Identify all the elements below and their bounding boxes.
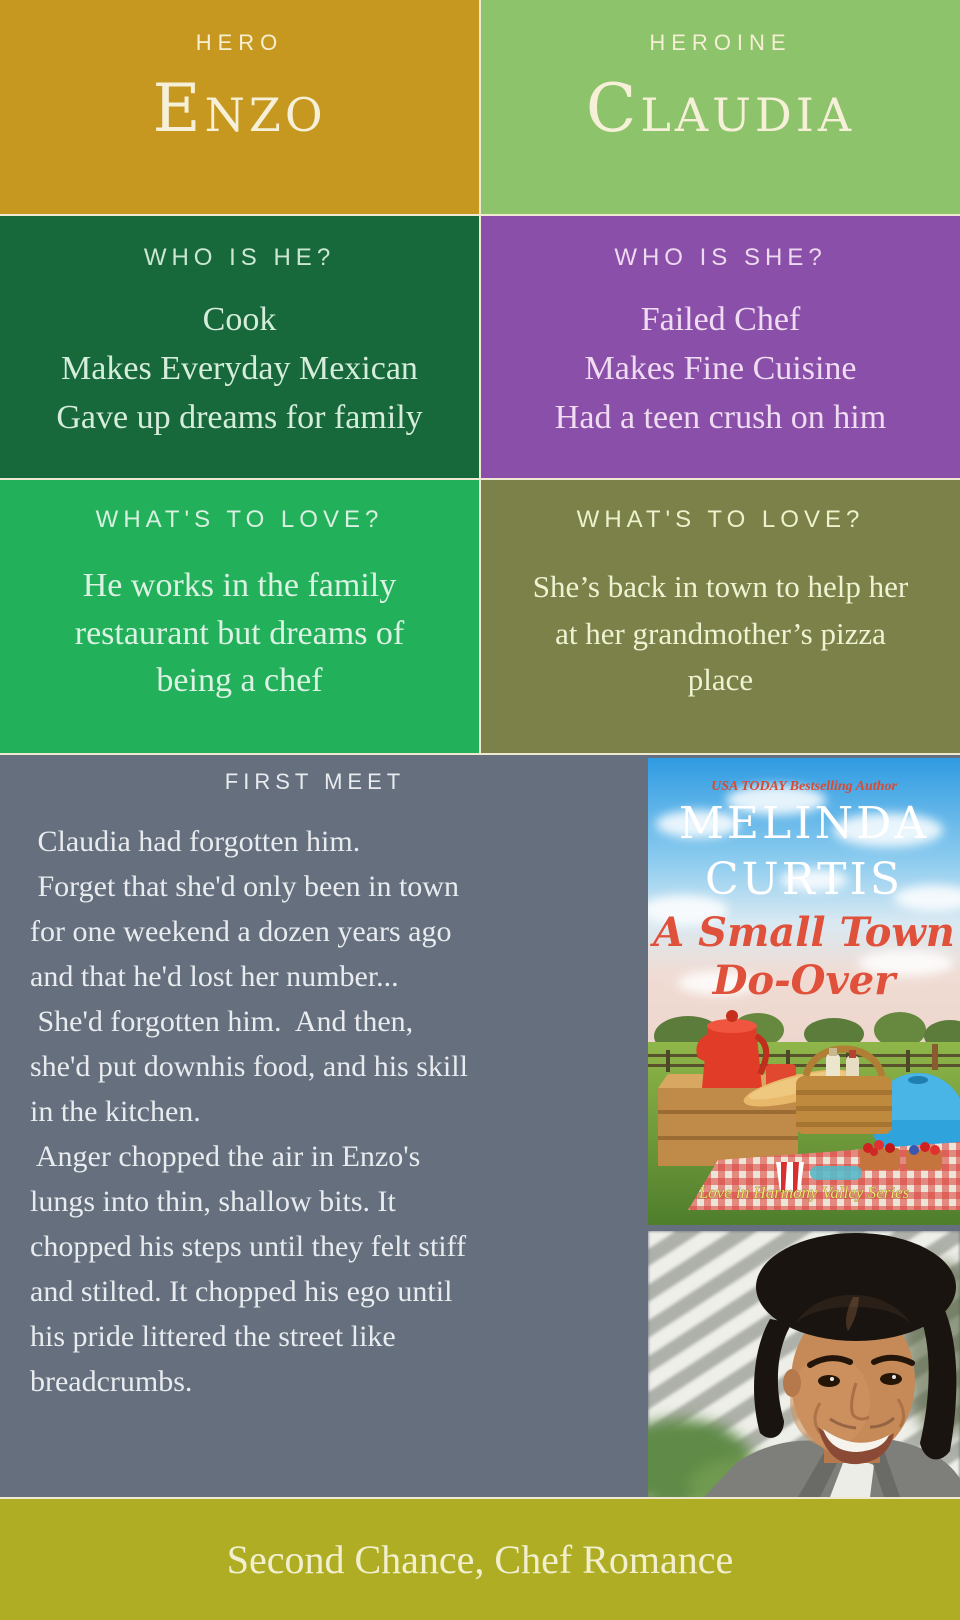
first-meet-line: Anger chopped the air in Enzo's bbox=[30, 1140, 421, 1173]
first-meet-line: lungs into thin, shallow bits. It bbox=[30, 1185, 396, 1218]
first-meet-line: chopped his steps until they felt stiff bbox=[30, 1230, 467, 1263]
who-is-he-panel bbox=[0, 216, 479, 478]
first-meet-line: and that he'd lost her number... bbox=[30, 960, 399, 993]
cover-author-first-name: MELINDA bbox=[678, 798, 930, 849]
book-cover-image bbox=[648, 758, 960, 1225]
who-is-he-line: Makes Everyday Mexican bbox=[61, 349, 418, 387]
whats-to-love-heroine-label: WHAT'S TO LOVE? bbox=[576, 506, 865, 533]
whats-to-love-hero-panel bbox=[0, 480, 479, 753]
cover-author-last-name: CURTIS bbox=[705, 854, 903, 905]
who-is-she-line: Failed Chef bbox=[640, 301, 801, 338]
media-column bbox=[648, 758, 960, 1497]
heroine-name: Claudia bbox=[585, 70, 856, 147]
whats-to-love-heroine-text bbox=[533, 564, 908, 704]
first-meet-label: FIRST MEET bbox=[224, 769, 406, 794]
first-meet-text bbox=[30, 819, 630, 1404]
who-is-she-text bbox=[555, 296, 886, 443]
whats-to-love-hero-line: restaurant but dreams of bbox=[74, 614, 405, 652]
cover-title-line2: Do-Over bbox=[712, 957, 896, 1004]
first-meet-line: and stilted. It chopped his ego until bbox=[30, 1275, 453, 1308]
whats-to-love-heroine-panel bbox=[481, 480, 960, 753]
heroine-panel bbox=[481, 0, 960, 214]
footer-tagline-bar bbox=[0, 1499, 960, 1620]
cover-series-name: Love in Harmony Valley Series bbox=[698, 1183, 910, 1202]
heroine-label: HEROINE bbox=[649, 30, 792, 55]
who-is-he-line: Gave up dreams for family bbox=[56, 398, 423, 436]
first-meet-excerpt bbox=[0, 755, 630, 1404]
whats-to-love-heroine-line: She’s back in town to help her bbox=[532, 569, 909, 604]
who-is-he-line: Cook bbox=[202, 301, 277, 338]
whats-to-love-hero-line: being a chef bbox=[156, 662, 323, 700]
footer-tagline: Second Chance, Chef Romance bbox=[226, 1537, 734, 1582]
who-is-he-label: WHO IS HE? bbox=[143, 244, 336, 271]
whats-to-love-heroine-line: place bbox=[687, 662, 754, 697]
who-is-she-panel bbox=[481, 216, 960, 478]
who-is-she-line: Makes Fine Cuisine bbox=[584, 349, 857, 387]
first-meet-line: Forget that she'd only been in town bbox=[30, 870, 459, 903]
first-meet-line: for one weekend a dozen years ago bbox=[30, 915, 452, 948]
whats-to-love-heroine-line: at her grandmother’s pizza bbox=[555, 615, 886, 651]
who-is-she-line: Had a teen crush on him bbox=[554, 398, 887, 436]
who-is-he-text bbox=[56, 296, 422, 443]
first-meet-panel bbox=[0, 755, 960, 1497]
first-meet-line: she'd put downhis food, and his skill bbox=[30, 1050, 468, 1083]
first-meet-line: She'd forgotten him. And then, bbox=[30, 1005, 414, 1038]
first-meet-line: his pride littered the street like bbox=[30, 1320, 396, 1353]
hero-name: Enzo bbox=[152, 70, 327, 147]
whats-to-love-hero-line: He works in the family bbox=[82, 567, 397, 604]
hero-panel bbox=[0, 0, 479, 214]
first-meet-line: Claudia had forgotten him. bbox=[30, 825, 361, 858]
first-meet-line: breadcrumbs. bbox=[30, 1365, 193, 1398]
whats-to-love-hero-text bbox=[75, 562, 405, 705]
cover-tagline: USA TODAY Bestselling Author bbox=[711, 779, 897, 794]
whats-to-love-hero-label: WHAT'S TO LOVE? bbox=[95, 506, 384, 533]
hero-label: HERO bbox=[195, 30, 284, 55]
who-is-she-label: WHO IS SHE? bbox=[614, 244, 827, 271]
hero-portrait-photo bbox=[648, 1231, 960, 1497]
first-meet-line: in the kitchen. bbox=[30, 1095, 201, 1128]
cover-title-line1: A Small Town bbox=[653, 909, 955, 956]
